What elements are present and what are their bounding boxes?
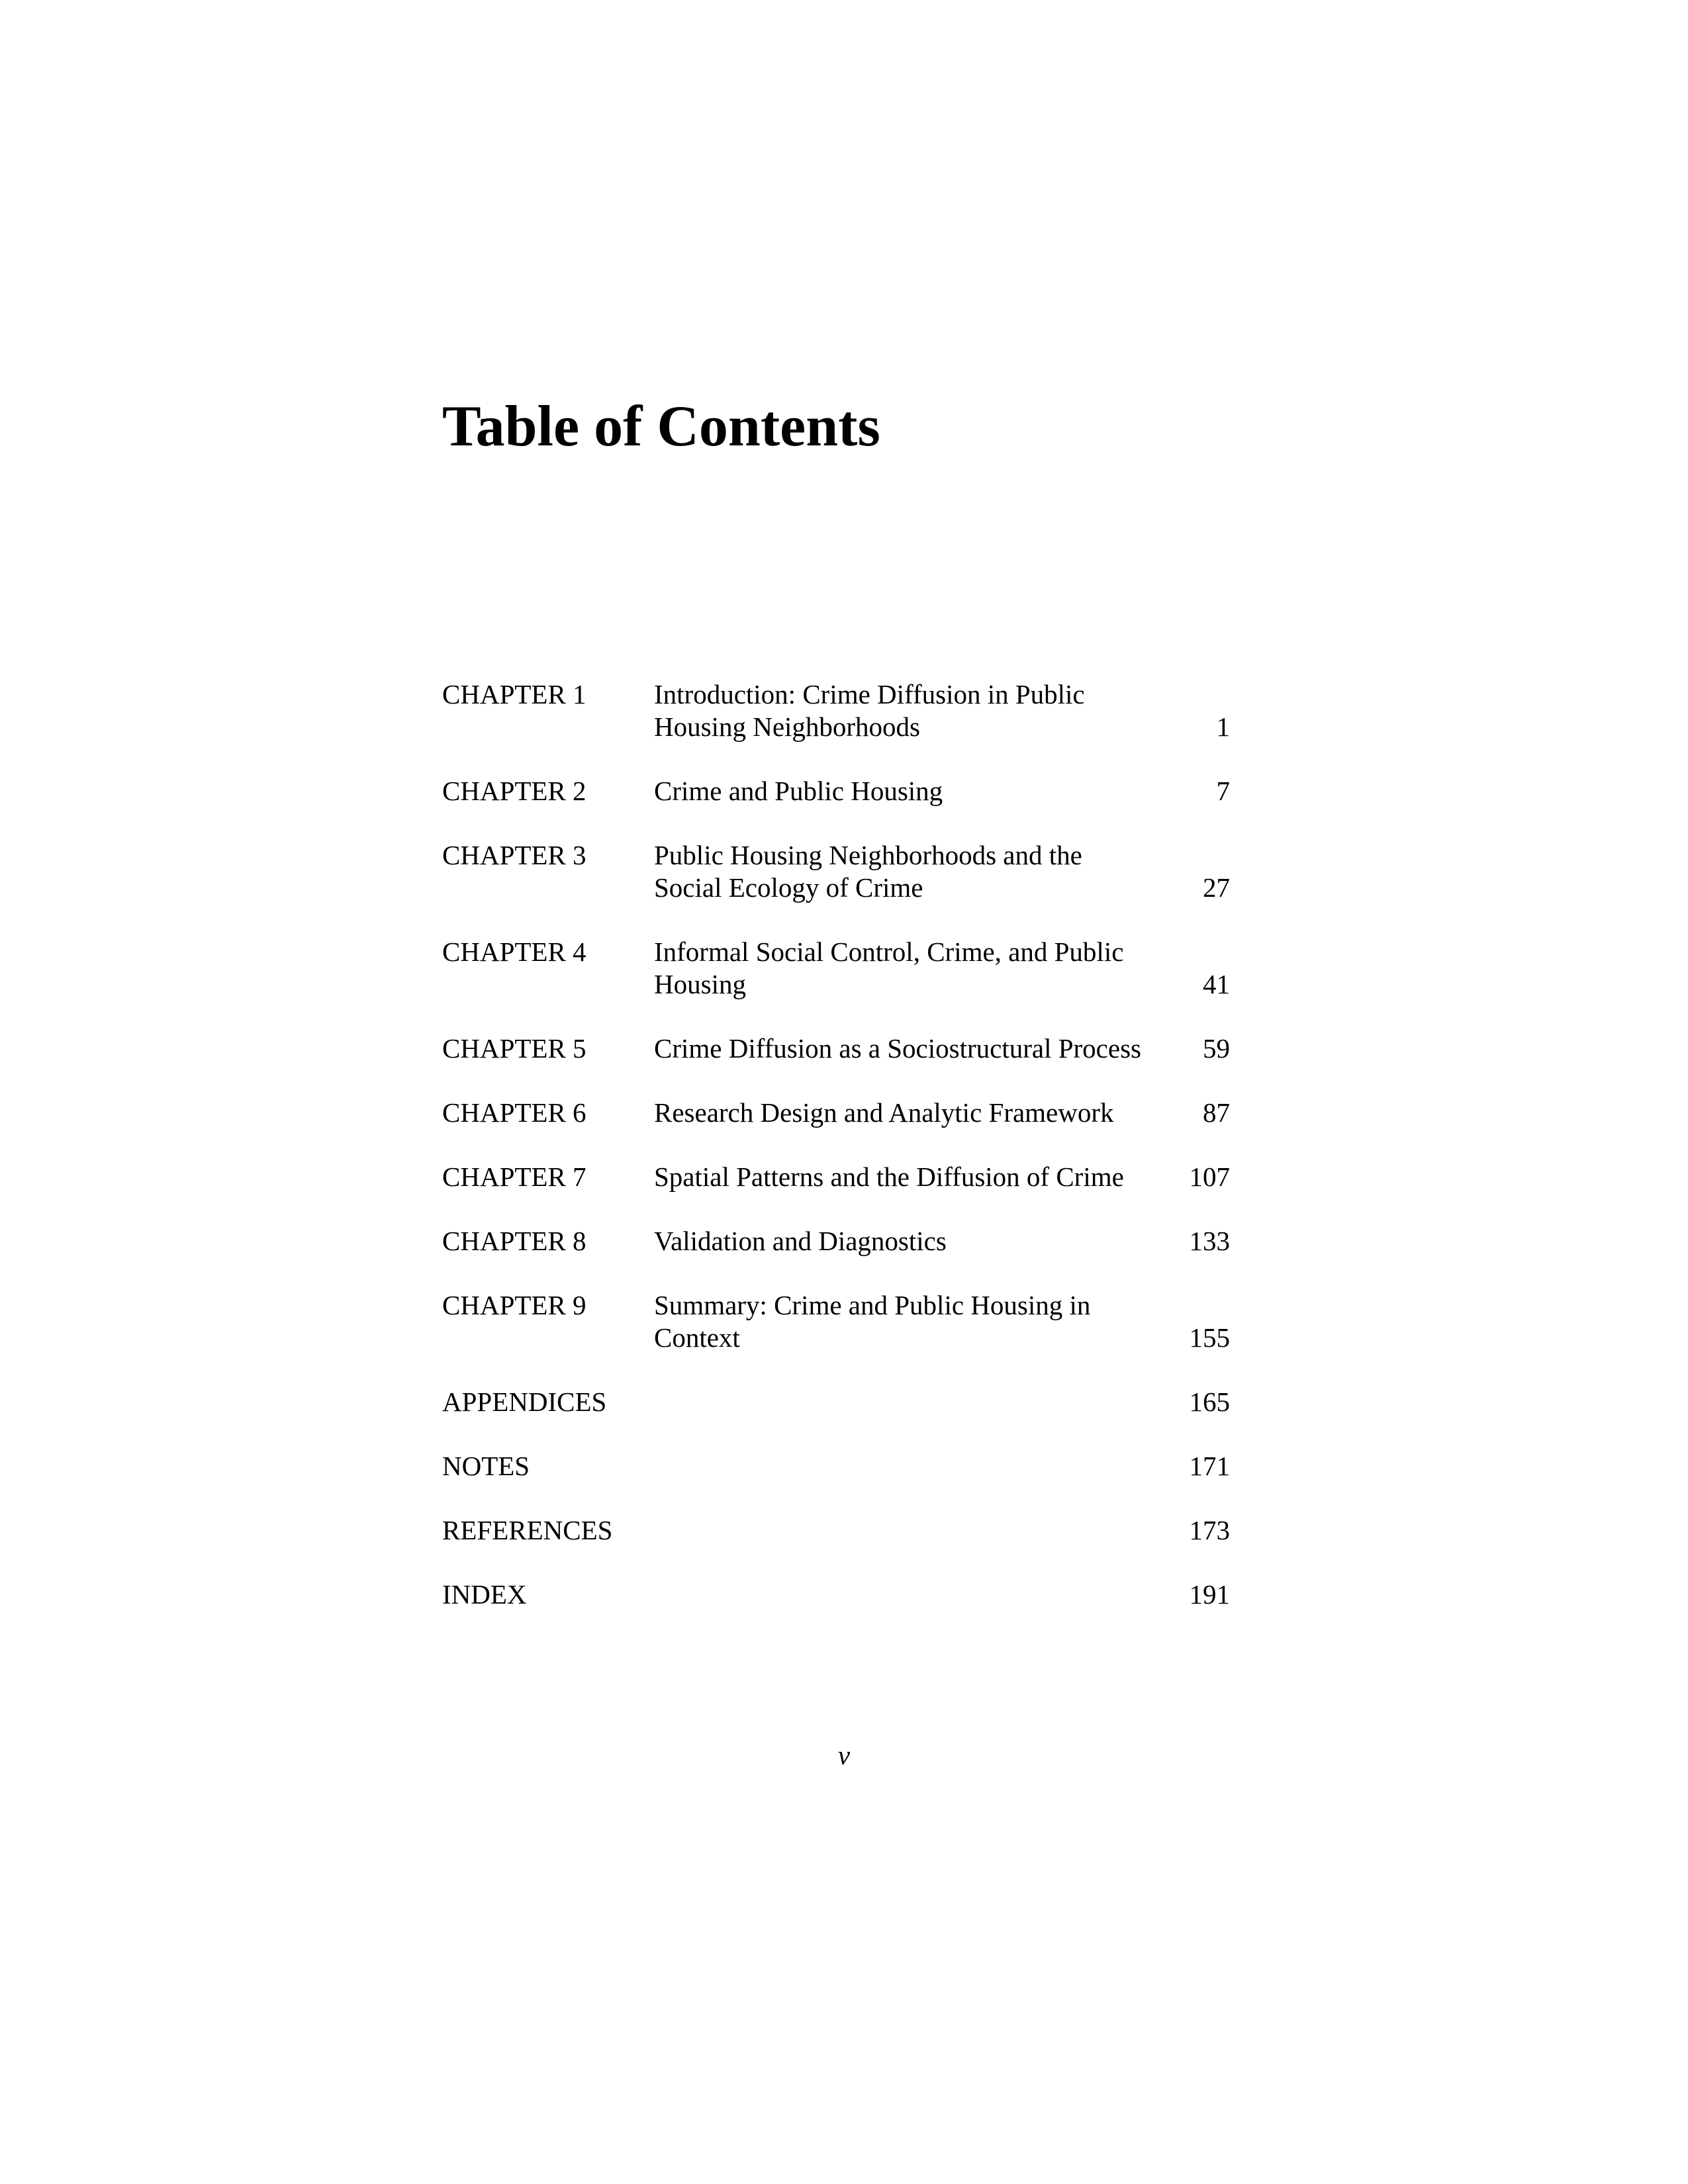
toc-entry-page: 27 <box>1203 872 1230 903</box>
toc-entry <box>442 775 1230 807</box>
toc-list <box>442 678 1230 1611</box>
toc-entry <box>442 1097 1230 1129</box>
toc-entry-page: 171 <box>1189 1451 1230 1481</box>
toc-entry <box>442 1386 1230 1418</box>
toc-entry <box>442 1578 1230 1611</box>
toc-entry-page: 191 <box>1189 1579 1230 1610</box>
toc-entry <box>442 936 1230 1001</box>
toc-entry <box>442 678 1230 743</box>
toc-entry-label: NOTES <box>442 1451 530 1481</box>
toc-entry-label: CHAPTER 8 <box>442 1226 586 1256</box>
toc-entry <box>442 1225 1230 1257</box>
toc-entry-title: Crime and Public Housing <box>654 776 943 806</box>
toc-entry-page: 7 <box>1216 776 1230 806</box>
toc-entry-label: CHAPTER 2 <box>442 776 586 806</box>
page-number: v <box>837 1740 851 1770</box>
toc-entry-title: Validation and Diagnostics <box>654 1226 947 1256</box>
toc-entry-label: CHAPTER 1 <box>442 679 586 709</box>
toc-entry-page: 173 <box>1189 1515 1230 1545</box>
toc-entry-label: CHAPTER 6 <box>442 1097 586 1128</box>
toc-entry-label: CHAPTER 3 <box>442 840 586 870</box>
toc-entry <box>442 1032 1230 1065</box>
toc-entry-title: Crime Diffusion as a Sociostructural Process <box>654 1033 1141 1064</box>
toc-entry-title: Informal Social Control, Crime, and Public Housing <box>654 936 1124 999</box>
toc-entry-page: 165 <box>1189 1387 1230 1417</box>
toc-entry-title: Summary: Crime and Public Housing in Context <box>654 1290 1091 1353</box>
toc-entry-title: Spatial Patterns and the Diffusion of Crime <box>654 1161 1124 1192</box>
toc-entry-page: 87 <box>1203 1097 1230 1128</box>
toc-entry-label: INDEX <box>442 1579 527 1610</box>
toc-entry-page: 41 <box>1203 969 1230 999</box>
toc-entry-title: Research Design and Analytic Framework <box>654 1097 1114 1128</box>
toc-entry <box>442 839 1230 904</box>
toc-entry-page: 107 <box>1189 1161 1230 1192</box>
toc-entry-label: CHAPTER 4 <box>442 936 586 967</box>
toc-entry-label: CHAPTER 7 <box>442 1161 586 1192</box>
page-title: Table of Contents <box>442 394 880 459</box>
toc-entry-title: Introduction: Crime Diffusion in Public Housing Neighborhoods <box>654 679 1085 742</box>
toc-entry-label: REFERENCES <box>442 1515 613 1545</box>
toc-entry-title: Public Housing Neighborhoods and the Social Ecology of Crime <box>654 840 1082 903</box>
toc-entry <box>442 1450 1230 1482</box>
toc-entry-page: 155 <box>1189 1322 1230 1353</box>
toc-entry-page: 133 <box>1189 1226 1230 1256</box>
toc-entry <box>442 1289 1230 1354</box>
toc-entry-label: CHAPTER 9 <box>442 1290 586 1320</box>
toc-entry <box>442 1161 1230 1193</box>
toc-entry-page: 1 <box>1216 711 1230 742</box>
toc-entry-page: 59 <box>1203 1033 1230 1064</box>
toc-entry-label: APPENDICES <box>442 1387 607 1417</box>
toc-entry-label: CHAPTER 5 <box>442 1033 586 1064</box>
toc-entry <box>442 1514 1230 1547</box>
